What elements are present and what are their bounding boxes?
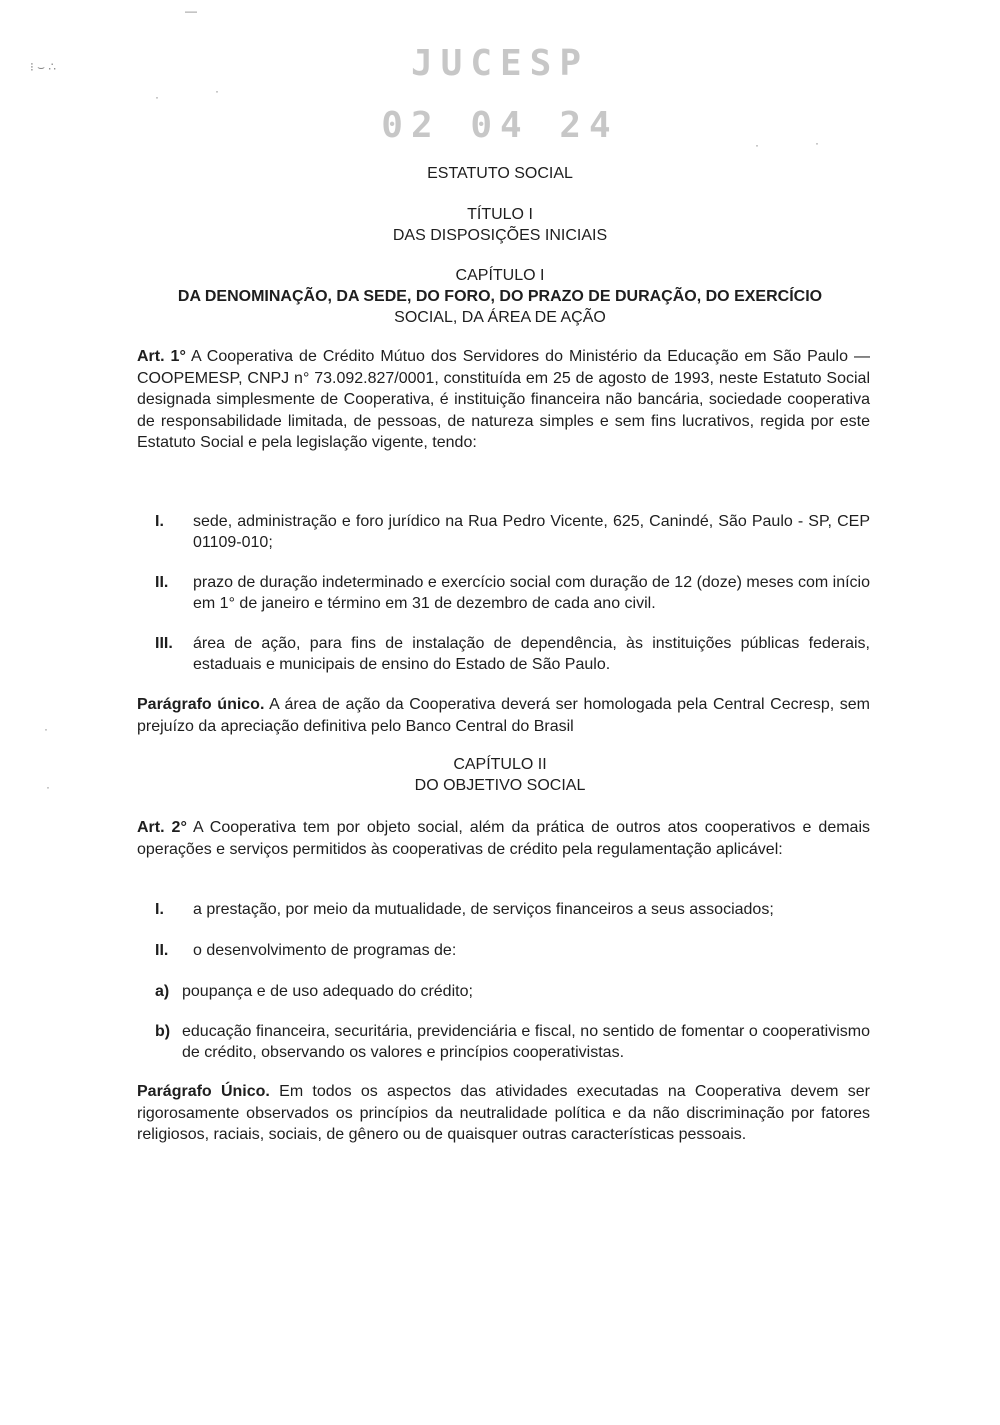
titulo-name: DAS DISPOSIÇÕES INICIAIS bbox=[392, 227, 608, 244]
scan-speck: · bbox=[815, 136, 819, 150]
item-text: poupança e de uso adequado do crédito; bbox=[182, 983, 473, 1000]
article-2-text: A Cooperativa tem por objeto social, além da prática de outros atos cooperativos e demais operações e serviços permitidos às cooperativas de crédito pela regulamentação aplicável: bbox=[137, 819, 871, 858]
paragrafo-text: Em todos os aspectos das atividades executadas na Cooperativa devem ser rigorosamente observados os princípios da neutralidade política e da não discriminação por fatores religiosos, raciais, sociais, de gênero ou de quaisquer outras características pessoais. bbox=[137, 1083, 871, 1143]
paragrafo-label: Parágrafo único. bbox=[137, 696, 265, 713]
item-text: educação financeira, securitária, previdenciária e fiscal, no sentido de fomentar o cooperativismo de crédito, observando os valores e princípios cooperativistas. bbox=[182, 1023, 870, 1061]
registry-stamp bbox=[360, 42, 640, 148]
scan-speck: · bbox=[44, 722, 48, 736]
stamp-date: 02 04 24 bbox=[381, 105, 619, 146]
paragraph-unico-1 bbox=[137, 694, 870, 737]
item-number: a) bbox=[155, 983, 170, 1000]
item-text: área de ação, para fins de instalação de dependência, às instituições públicas federais, estaduais e municipais de ensino do Estado de São Paulo. bbox=[193, 635, 870, 673]
article-1-label: Art. 1° bbox=[137, 348, 186, 365]
item-number: II. bbox=[155, 942, 169, 959]
article-1-text: A Cooperativa de Crédito Mútuo dos Servidores do Ministério da Educação em São Paulo — COOPEMESP, CNPJ n° 73.092.827/0001, constituída em 25 de agosto de 1993, neste Estatuto Social designada simplesmente de Cooperativa, é instituição financeira não bancária, sociedade cooperativa de responsabilidade limitada, de pessoas, de natureza simples e sem fins lucrativos, regida por este Estatuto Social e pela legislação vigente, tendo: bbox=[137, 348, 871, 451]
chapter1-name-line1: DA DENOMINAÇÃO, DA SEDE, DO FORO, DO PRAZO DE DURAÇÃO, DO EXERCÍCIO bbox=[177, 288, 823, 305]
item-number: I. bbox=[155, 513, 164, 530]
article-2-label: Art. 2° bbox=[137, 819, 187, 836]
item-number: II. bbox=[155, 574, 169, 591]
article-2 bbox=[137, 817, 870, 860]
scan-speck: · bbox=[155, 90, 159, 104]
item-number: b) bbox=[155, 1023, 171, 1040]
article-1 bbox=[137, 346, 870, 454]
chapter1-label: CAPÍTULO I bbox=[455, 267, 545, 284]
paragrafo-text: A área de ação da Cooperativa deverá ser homologada pela Central Cecresp, sem prejuízo da apreciação definitiva pelo Banco Central do Brasil bbox=[137, 696, 871, 735]
titulo-label: TÍTULO I bbox=[467, 206, 533, 223]
paragrafo-label: Parágrafo Único. bbox=[137, 1083, 270, 1100]
chapter2-label: CAPÍTULO II bbox=[453, 756, 547, 773]
item-number: III. bbox=[155, 635, 173, 652]
chapter1-name-line2: SOCIAL, DA ÁREA DE AÇÃO bbox=[394, 309, 606, 326]
document-title: ESTATUTO SOCIAL bbox=[427, 165, 573, 182]
scan-speck: · bbox=[755, 138, 759, 152]
item-text: prazo de duração indeterminado e exercício social com duração de 12 (doze) meses com início em 1° de janeiro e término em 31 de dezembro de cada ano civil. bbox=[193, 574, 870, 612]
paragraph-unico-2 bbox=[137, 1081, 870, 1146]
scan-speck: ⁝ ⌣ ∴ bbox=[30, 60, 57, 74]
item-number: I. bbox=[155, 901, 164, 918]
scan-speck: — bbox=[185, 4, 197, 18]
item-text: sede, administração e foro jurídico na Rua Pedro Vicente, 625, Canindé, São Paulo - SP, CEP 01109-010; bbox=[193, 513, 870, 551]
stamp-line1: JUCESP bbox=[410, 43, 590, 84]
item-text: a prestação, por meio da mutualidade, de serviços financeiros a seus associados; bbox=[193, 901, 774, 918]
scan-speck: · bbox=[215, 84, 219, 98]
scan-speck: · bbox=[46, 780, 50, 794]
item-text: o desenvolvimento de programas de: bbox=[193, 942, 457, 959]
chapter2-name: DO OBJETIVO SOCIAL bbox=[414, 777, 586, 794]
